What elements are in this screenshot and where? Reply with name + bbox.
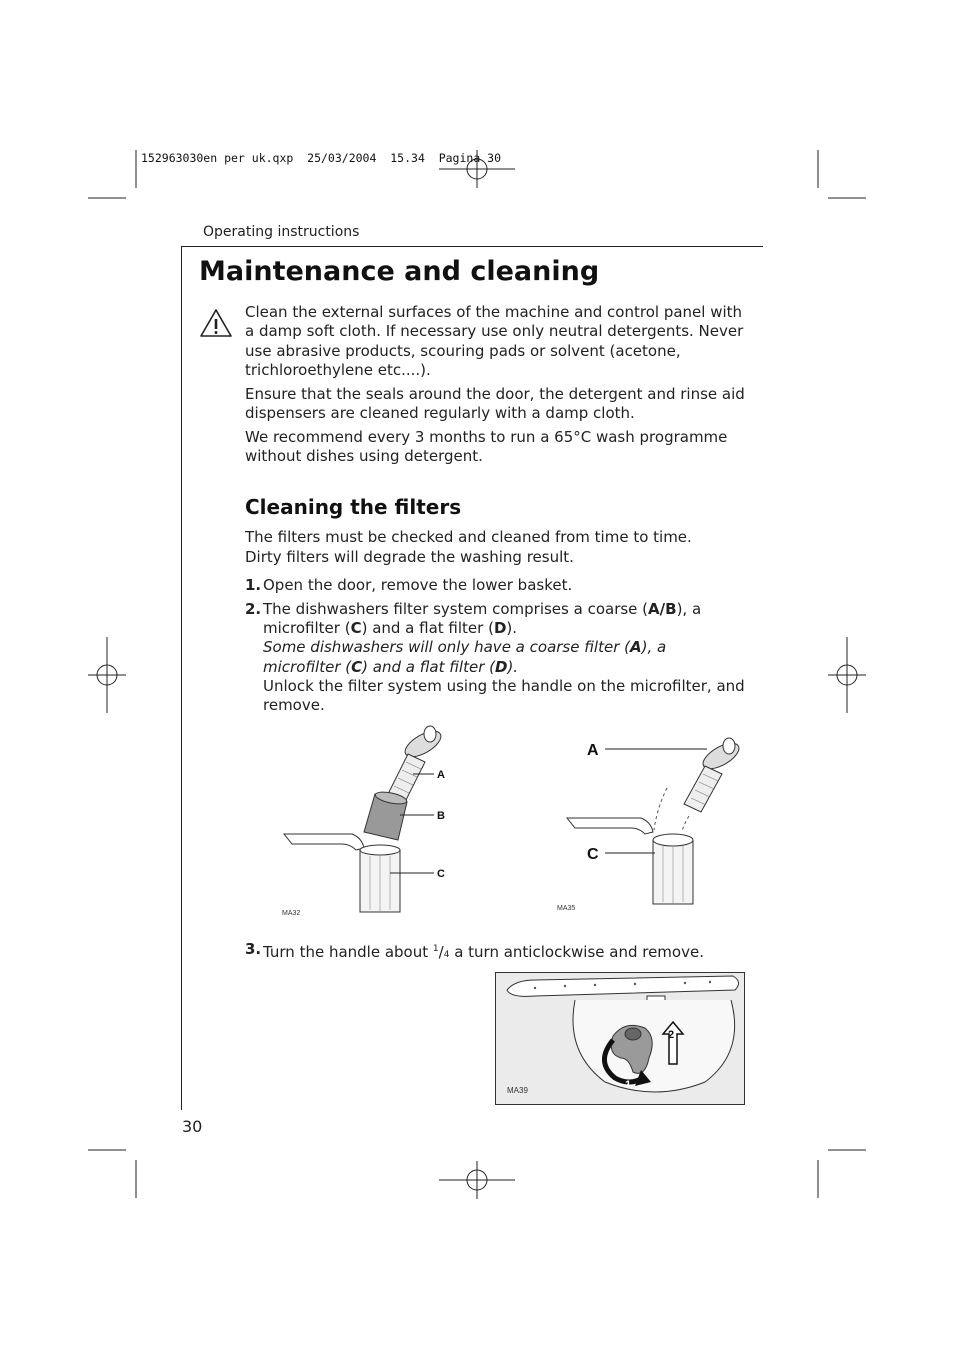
- filter-figure-ma32: [280, 722, 460, 922]
- step-number: 3.: [245, 940, 262, 958]
- figure-code: MA35: [557, 905, 576, 912]
- filters-intro-2: Dirty filters will degrade the washing result.: [245, 548, 574, 566]
- slug-line: 152963030en per uk.qxp 25/03/2004 15.34 Pagina 30: [141, 151, 502, 165]
- page-title: Maintenance and cleaning: [199, 256, 600, 287]
- step-1: [245, 576, 745, 595]
- step-number: 1.: [245, 576, 262, 594]
- step-text: The dishwashers filter system comprises a coarse (A/B), a microfilter (C) and a flat filter (D). Some dishwashers will only have a coarse filter (A), a microfilter (C) and a flat filter (D). Unlock the filter system using the handle on the microfilter, and remove.: [263, 600, 745, 715]
- handle-figure-ma39: [495, 972, 745, 1106]
- label-c: C: [587, 846, 599, 863]
- step-note: Some dishwashers will only have a coarse filter (A), a microfilter (C) and a flat filter (D).: [263, 638, 667, 676]
- filter-figure-ma35: [555, 728, 755, 918]
- step-3: [245, 940, 745, 965]
- page-number: 30: [182, 1117, 203, 1136]
- running-header: Operating instructions: [203, 224, 360, 240]
- step-text: Open the door, remove the lower basket.: [263, 576, 573, 594]
- step-number: 2.: [245, 600, 262, 618]
- intro-paragraph-1: Clean the external surfaces of the machine and control panel with a damp soft cloth. If necessary use only neutral detergents. Never use abrasive products, scouring pads or solvent (acetone, trichloroethylene etc....).: [245, 303, 744, 380]
- arrow-1-label: 1: [625, 1079, 632, 1091]
- label-c: C: [437, 868, 445, 880]
- section-title: Cleaning the filters: [245, 495, 462, 519]
- intro-paragraph-2: Ensure that the seals around the door, the detergent and rinse aid dispensers are cleaned regularly with a damp cloth.: [245, 385, 745, 423]
- arrow-2-label: 2: [668, 1029, 675, 1041]
- figure-code: MA39: [507, 1086, 528, 1095]
- label-b: B: [437, 810, 445, 822]
- label-a: A: [587, 742, 599, 759]
- step-text: Turn the handle about $^1$/4 a turn anticlockwise and remove.: [263, 943, 704, 961]
- figure-code: MA32: [282, 910, 301, 917]
- step-2: [245, 600, 745, 715]
- warning-icon: [199, 308, 233, 338]
- header-rule: [182, 246, 763, 247]
- filters-intro-1: The filters must be checked and cleaned from time to time.: [245, 528, 692, 546]
- intro-paragraph-3: We recommend every 3 months to run a 65°C wash programme without dishes using detergent.: [245, 428, 728, 466]
- margin-rule: [181, 246, 182, 1110]
- label-a: A: [437, 769, 445, 781]
